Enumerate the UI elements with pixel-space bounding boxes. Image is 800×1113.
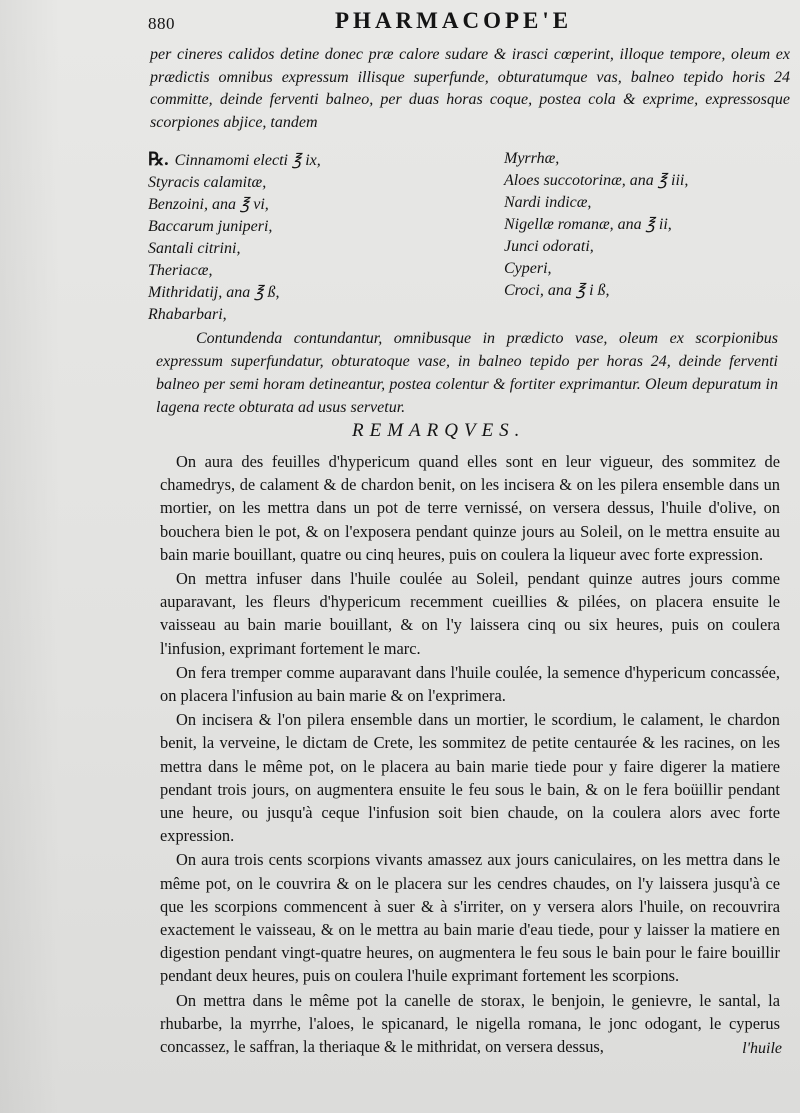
ingredient-column-right (504, 148, 794, 302)
ingredient-line (148, 148, 478, 172)
ingredient-line: Nardi indicæ, (504, 194, 592, 211)
page-number: 880 (148, 14, 175, 33)
remark-paragraph: On mettra infuser dans l'huile coulée au Soleil, pendant quinze autres jours comme auparavant, les fleurs d'hypericum recemment cueillies & pilées, on placera ensuite le vaisseau au bain marie bouillant, & on l'y laissera cinq ou six heures, puis on coulera l'infusion, exprimant fortement le marc. (160, 569, 780, 658)
remark-paragraph: On mettra dans le même pot la canelle de storax, le benjoin, le genievre, le santal, la rhubarbe, la myrrhe, l'aloes, le spicanard, le nigella romana, le jonc odogant, le cyperus concassez, le saffran, la theriaque & le mithridat, on versera dessus, (160, 990, 780, 1057)
latin-intro-paragraph: per cineres calidos detine donec præ calore sudare & irasci cœperint, illoque tempore, oleum ex prædictis omnibus expressum illisque superfunde, obturatumque vas, balneo tepido horis 24 committe, deinde ferventi balneo, per duas horas coque, postea cola & exprime, expressosque scorpiones abjice, tandem (150, 46, 790, 131)
ingredient-column-left (148, 148, 478, 326)
remark-paragraph: On aura des feuilles d'hypericum quand elles sont en leur vigueur, des sommitez de chamedrys, de calament & de chardon benit, on les incisera & on les pilera ensemble dans un mortier, on les mettra dans un pot de terre vernissé, on versera dessus, l'huile d'olive, on bouchera bien le pot, & on l'exposera pendant quinze jours au Soleil, on le mettra ensuite au bain marie bouillant, quatre ou cinq heures, puis on coulera la liqueur avec forte expression. (160, 452, 780, 564)
ingredient-line: Benzoini, ana ℥ vi, (148, 196, 269, 213)
remark-paragraph: On aura trois cents scorpions vivants amassez aux jours caniculaires, on les mettra dans le même pot, on le couvrira & on le placera sur les cendres chaudes, on l'y laissera jusqu'à ce que les scorpions commencent à suer & à s'irriter, on y versera alors l'huile, on recouvrira exactement le vaisseau, & on le mettra au bain marie d'eau tiede, pour y laisser la matiere en digestion pendant vingt-quatre heures, on augmentera le feu sous le bain pour le faire bouillir pendant deux heures, puis on coulera l'huile exprimant fortement les scorpions. (160, 850, 780, 986)
ingredient-line: Nigellæ romanæ, ana ℥ ii, (504, 216, 672, 233)
ingredient-line: Aloes succotorinæ, ana ℥ iii, (504, 172, 689, 189)
ingredient-line: Theriacæ, (148, 262, 213, 279)
ingredient-text: Cinnamomi electi ℥ ix, (174, 152, 321, 169)
page-shadow (0, 0, 60, 1113)
ingredient-line: Junci odorati, (504, 238, 594, 255)
remark-paragraph: On incisera & l'on pilera ensemble dans un mortier, le scordium, le calament, le chardon benit, la verveine, le dictam de Crete, les sommitez de petite centaurée & les racines, on les mettra dans le même pot, on le placera au bain marie tiede pour y faire digerer la matiere pendant trois jours, on augmentera ensuite le feu sous le bain, & on le fera boüillir pendant une heure, ou jusqu'à ceque l'infusion soit bien chaude, on la coulera alors avec forte expression. (160, 710, 780, 846)
ingredient-line: Cyperi, (504, 260, 552, 277)
ingredient-line: Santali citrini, (148, 240, 241, 257)
remarks-heading: REMARQVES. (352, 420, 526, 441)
recipe-sign-icon: ℞. (148, 149, 169, 169)
ingredient-line: Styracis calamitæ, (148, 174, 267, 191)
catchword: l'huile (742, 1040, 782, 1057)
latin-method-paragraph: Contundenda contundantur, omnibusque in prædicto vase, oleum ex scorpionibus expressum superfundatur, obturatoque vase, in balneo tepido per horas 24, deinde ferventi balneo per semi horam detineantur, postea colentur & fortiter exprimantur. Oleum depuratum in lagena recte obturata ad usus servetur. (156, 330, 778, 416)
ingredient-line: Rhabarbari, (148, 306, 227, 323)
ingredient-line: Croci, ana ℥ i ß, (504, 282, 610, 299)
remarks-body (160, 450, 780, 1058)
ingredient-line: Myrrhæ, (504, 150, 560, 167)
ingredient-line: Baccarum juniperi, (148, 218, 273, 235)
remark-paragraph: On fera tremper comme auparavant dans l'huile coulée, la semence d'hypericum concassée, on placera l'infusion au bain marie & on l'exprimera. (160, 662, 780, 706)
running-head: PHARMACOPE'E (335, 8, 573, 33)
ingredient-line: Mithridatij, ana ℥ ß, (148, 284, 280, 301)
